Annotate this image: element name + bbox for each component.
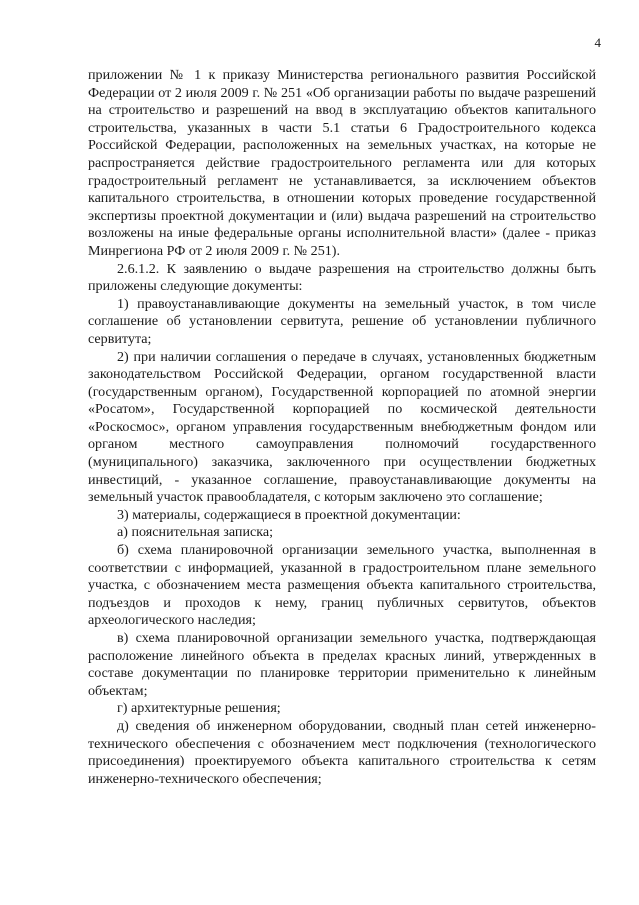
paragraph-order-reference: приложении № 1 к приказу Министерства регионального развития Российской Федерации от 2 июля 2009 г. № 251 «Об организации работы по выдаче разрешений на строительство и разрешений на ввод в эксплуатацию объектов капитального строительства, указанных в части 5.1 статьи 6 Градостроительного кодекса Российской Федерации, расположенных на земельных участках, на которые не распространяется действие градостроительного регламента или для которых градостроительный регламент не устанавливается, за исключением объектов капитального строительства, в отношении которых проведение государственной экспертизы проектной документации и (или) выдача разрешений на строительство возложены на иные федеральные органы исполнительной власти» (далее - приказ Минрегиона РФ от 2 июля 2009 г. № 251). — [88, 67, 596, 259]
paragraph-item-1: 1) правоустанавливающие документы на земельный участок, в том числе соглашение об установлении сервитута, решение об установлении публичного сервитута; — [88, 295, 596, 347]
page-number: 4 — [594, 35, 601, 50]
paragraph-subitem-d: д) сведения об инженерном оборудовании, сводный план сетей инженерно-технического обеспечения с обозначением мест подключения (технологического присоединения) проектируемого объекта капитального строительства к сетям инженерно-технического обеспечения; — [88, 717, 596, 787]
paragraph-item-3: 3) материалы, содержащиеся в проектной документации: — [117, 506, 461, 523]
paragraph-subitem-b: б) схема планировочной организации земельного участка, выполненная в соответствии с информацией, указанной в градостроительном плане земельного участка, с обозначением места размещения объекта капитального строительства, подъездов и проходов к нему, границ публичных сервитутов, объектов археологического наследия; — [88, 542, 596, 629]
document-body — [88, 67, 596, 788]
paragraph-item-2: 2) при наличии соглашения о передаче в случаях, установленных бюджетным законодательством Российской Федерации, органом государственной власти (государственным органом), Государственной корпорацией по атомной энергии «Росатом», Государственной корпорацией по космической деятельности «Роскосмос», органом управления государственным внебюджетным фондом или органом местного самоуправления полномочий государственного (муниципального) заказчика, заключенного при осуществлении бюджетных инвестиций, - указанное соглашение, правоустанавливающие документы на земельный участок правообладателя, с которым заключено это соглашение; — [88, 348, 596, 506]
paragraph-subitem-g: г) архитектурные решения; — [117, 700, 281, 717]
paragraph-subitem-v: в) схема планировочной организации земельного участка, подтверждающая расположение линейного объекта в пределах красных линий, утвержденных в составе документации по планировке территории применительно к линейным объектам; — [88, 630, 596, 699]
paragraph-clause-2-6-1-2: 2.6.1.2. К заявлению о выдаче разрешения на строительство должны быть приложены следующие документы: — [88, 260, 596, 295]
paragraph-subitem-a: а) пояснительная записка; — [117, 524, 274, 541]
